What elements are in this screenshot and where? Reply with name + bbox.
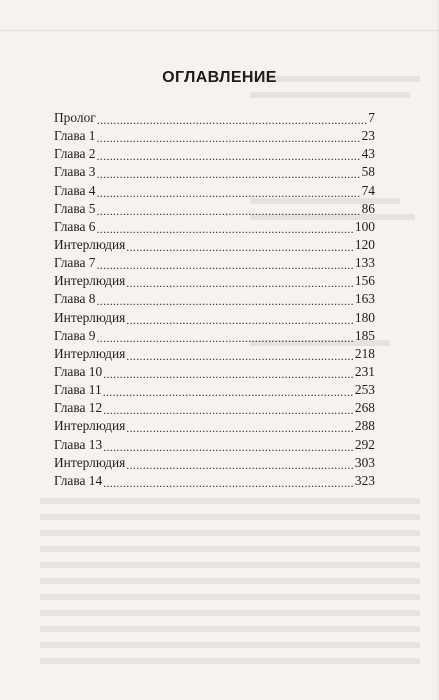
toc-entry (54, 455, 375, 473)
toc-entry (54, 255, 375, 273)
dot-leader (126, 457, 354, 470)
toc-entry-label: Глава 11 (54, 382, 102, 398)
toc-entry-page-number: 7 (368, 110, 375, 125)
toc-entry-page-number: 74 (361, 182, 375, 198)
toc-entry-label: Глава 1 (54, 128, 96, 144)
toc-entry (54, 400, 375, 418)
toc-entry (54, 328, 375, 346)
toc-entry-label: Глава 14 (54, 472, 103, 488)
dot-leader (97, 293, 354, 306)
toc-entry-label: Глава 13 (54, 436, 103, 452)
dot-leader (126, 420, 354, 433)
toc-entry (54, 164, 375, 182)
toc-title: ОГЛАВЛЕНИЕ (162, 69, 277, 86)
toc-entry (54, 201, 375, 219)
toc-entry (54, 146, 375, 164)
dot-leader (97, 257, 354, 270)
toc-entry-page-number: 156 (354, 273, 375, 289)
toc-entry-page-number: 185 (354, 327, 375, 343)
toc-entry (54, 291, 375, 309)
toc-entry-page-number: 303 (354, 454, 375, 470)
dot-leader (97, 166, 361, 179)
dot-leader (103, 402, 354, 415)
dot-leader (97, 203, 361, 216)
toc-entry (54, 473, 375, 491)
toc-entry (54, 346, 375, 364)
toc-entry-label: Глава 8 (54, 291, 96, 307)
dot-leader (97, 221, 354, 234)
toc-entry (54, 364, 375, 382)
table-of-contents (54, 110, 375, 491)
dot-leader (103, 439, 354, 452)
toc-entry-page-number: 86 (361, 200, 375, 216)
toc-entry (54, 273, 375, 291)
toc-entry-label: Глава 6 (54, 218, 96, 234)
toc-entry-page-number: 163 (354, 291, 375, 307)
toc-entry (54, 219, 375, 237)
dot-leader (126, 239, 354, 252)
toc-entry-label: Глава 7 (54, 255, 96, 271)
toc-entry-label: Пролог (54, 110, 96, 125)
dot-leader (97, 148, 361, 161)
toc-entry-page-number: 218 (354, 345, 375, 361)
dot-leader (103, 475, 354, 488)
toc-entry-page-number: 120 (354, 236, 375, 252)
toc-entry (54, 437, 375, 455)
toc-entry-label: Глава 10 (54, 363, 103, 379)
toc-entry-page-number: 58 (361, 164, 375, 180)
toc-entry-page-number: 43 (361, 146, 375, 162)
dot-leader (103, 366, 354, 379)
toc-entry-page-number: 288 (354, 418, 375, 434)
toc-entry-page-number: 253 (354, 382, 375, 398)
toc-entry-label: Глава 9 (54, 327, 96, 343)
toc-entry (54, 128, 375, 146)
dot-leader (97, 330, 354, 343)
dot-leader (126, 348, 354, 361)
toc-entry-page-number: 180 (354, 309, 375, 325)
toc-entry-page-number: 292 (354, 436, 375, 452)
toc-entry-page-number: 231 (354, 363, 375, 379)
toc-entry-label: Глава 12 (54, 400, 103, 416)
toc-entry (54, 110, 375, 128)
toc-entry-label: Глава 4 (54, 182, 96, 198)
toc-entry (54, 310, 375, 328)
dot-leader (97, 130, 361, 143)
toc-entry-label: Глава 2 (54, 146, 96, 162)
toc-entry (54, 418, 375, 436)
toc-entry-page-number: 100 (354, 218, 375, 234)
toc-entry-page-number: 23 (361, 128, 375, 144)
toc-entry-label: Интерлюдия (54, 309, 126, 325)
toc-entry-label: Интерлюдия (54, 273, 126, 289)
toc-entry-page-number: 133 (354, 255, 375, 271)
dot-leader (97, 112, 368, 125)
toc-entry-page-number: 268 (354, 400, 375, 416)
toc-entry (54, 183, 375, 201)
toc-entry (54, 237, 375, 255)
dot-leader (126, 312, 354, 325)
toc-entry-label: Интерлюдия (54, 345, 126, 361)
toc-entry (54, 382, 375, 400)
toc-entry-label: Глава 5 (54, 200, 96, 216)
toc-entry-label: Интерлюдия (54, 236, 126, 252)
dot-leader (97, 185, 361, 198)
toc-entry-label: Интерлюдия (54, 454, 126, 470)
toc-entry-label: Глава 3 (54, 164, 96, 180)
toc-entry-label: Интерлюдия (54, 418, 126, 434)
toc-entry-page-number: 323 (354, 472, 375, 488)
dot-leader (126, 275, 354, 288)
dot-leader (103, 384, 354, 397)
